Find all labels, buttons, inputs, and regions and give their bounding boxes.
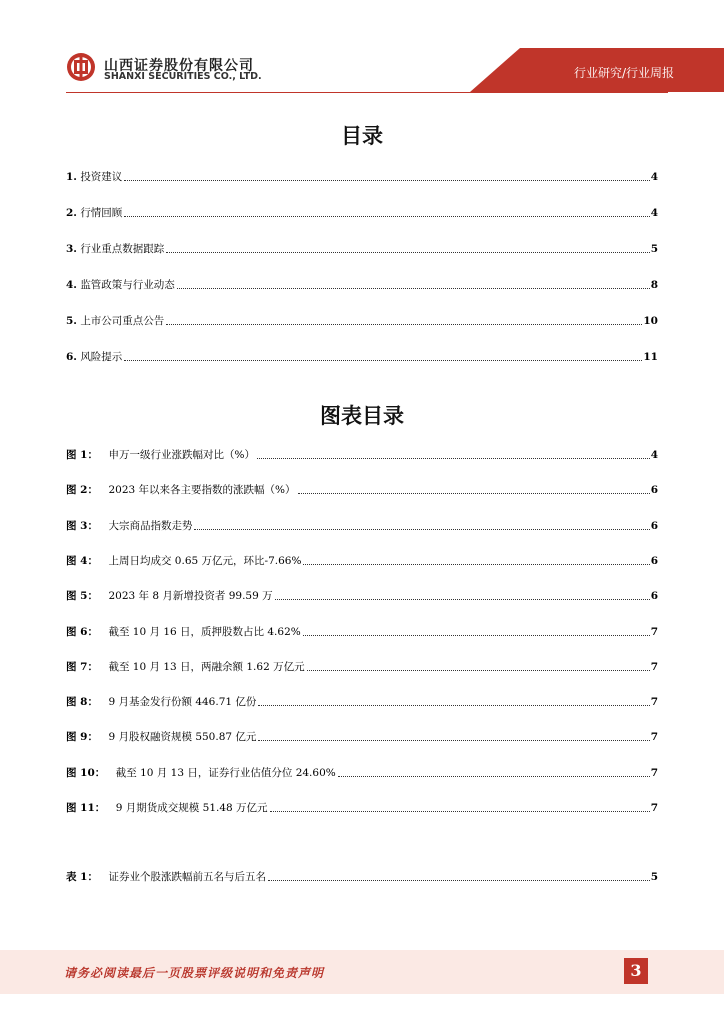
figure-item-text: 9 月期货成交规模 51.48 万亿元 bbox=[115, 802, 268, 814]
toc-item-page: 11 bbox=[643, 351, 658, 363]
toc-item-label bbox=[66, 242, 165, 256]
figure-item-page: 6 bbox=[650, 484, 658, 497]
toc-item-label bbox=[66, 350, 123, 364]
toc-item[interactable] bbox=[66, 168, 658, 184]
figure-item-number: 图 7： bbox=[66, 660, 98, 673]
toc-item[interactable] bbox=[66, 276, 658, 292]
toc-item-label bbox=[66, 170, 123, 184]
figure-item-leader-dots bbox=[307, 670, 650, 671]
figure-item-text: 申万一级行业涨跌幅对比（%） bbox=[108, 449, 255, 461]
figure-item-text: 2023 年以来各主要指数的涨跌幅（%） bbox=[108, 484, 296, 497]
toc-item-text: 行业重点数据跟踪 bbox=[80, 243, 165, 255]
toc-item[interactable] bbox=[66, 240, 658, 256]
toc-title: 目录 bbox=[341, 124, 383, 148]
figure-item-page: 4 bbox=[650, 449, 658, 461]
figure-item-number: 图 6： bbox=[66, 625, 98, 638]
toc-item-text: 风险提示 bbox=[80, 351, 123, 363]
figure-item-page: 7 bbox=[650, 766, 658, 779]
figure-item-number: 图 10： bbox=[66, 766, 106, 779]
figure-item-number: 图 5： bbox=[66, 590, 98, 603]
figure-item-leader-dots bbox=[270, 811, 650, 812]
figure-item-text: 截至 10 月 13 日，证券行业估值分位 24.60% bbox=[115, 766, 336, 779]
figure-item[interactable] bbox=[66, 658, 658, 674]
toc-item-page: 8 bbox=[650, 279, 658, 291]
toc-item-label bbox=[66, 278, 176, 292]
toc-item-label bbox=[66, 206, 123, 220]
figure-item[interactable] bbox=[66, 446, 658, 462]
toc-item-page: 4 bbox=[650, 207, 658, 219]
page-number: 3 bbox=[624, 958, 648, 984]
toc-item[interactable] bbox=[66, 204, 658, 220]
figure-item-page: 7 bbox=[650, 660, 658, 673]
figure-item-leader-dots bbox=[194, 529, 649, 530]
figure-item-leader-dots bbox=[303, 635, 650, 636]
figure-item-page: 6 bbox=[650, 519, 658, 532]
figure-item-page: 7 bbox=[650, 625, 658, 638]
figure-item[interactable] bbox=[66, 552, 658, 568]
figure-item-text: 截至 10 月 16 日，质押股数占比 4.62% bbox=[108, 625, 301, 638]
figure-item-label bbox=[66, 730, 257, 744]
figure-item-page: 7 bbox=[650, 802, 658, 814]
header-divider bbox=[66, 92, 668, 93]
toc-item-text: 上市公司重点公告 bbox=[80, 315, 165, 327]
toc-item-text: 监管政策与行业动态 bbox=[80, 279, 175, 291]
figure-item-number: 图 3： bbox=[66, 519, 98, 532]
toc-item-text: 投资建议 bbox=[80, 171, 123, 183]
figure-item-text: 截至 10 月 13 日，两融余额 1.62 万亿元 bbox=[108, 660, 305, 673]
figure-item-page: 7 bbox=[650, 696, 658, 709]
figure-item-label bbox=[66, 766, 337, 780]
figure-item[interactable] bbox=[66, 517, 658, 533]
toc-item-leader-dots bbox=[177, 288, 650, 289]
figure-item-label bbox=[66, 519, 193, 533]
figure-item-number: 图 9： bbox=[66, 731, 98, 744]
figure-item-page: 7 bbox=[650, 731, 658, 744]
figure-item-text: 上周日均成交 0.65 万亿元，环比-7.66% bbox=[108, 554, 302, 567]
toc-item-page: 4 bbox=[650, 171, 658, 183]
toc-item-leader-dots bbox=[166, 252, 649, 253]
figure-item-number: 图 4： bbox=[66, 554, 98, 567]
page-header bbox=[0, 0, 724, 100]
figure-item-number: 图 11： bbox=[66, 802, 106, 814]
table-item-text: 证券业个股涨跌幅前五名与后五名 bbox=[108, 871, 266, 883]
page-footer bbox=[0, 950, 724, 994]
figure-item-page: 6 bbox=[650, 590, 658, 603]
figure-item[interactable] bbox=[66, 728, 658, 744]
figure-item[interactable] bbox=[66, 764, 658, 780]
toc-item-page: 10 bbox=[643, 315, 658, 327]
figure-item-text: 9 月基金发行份额 446.71 亿份 bbox=[108, 696, 257, 709]
table-item-number: 表 1： bbox=[66, 871, 98, 883]
toc-item[interactable] bbox=[66, 348, 658, 364]
company-name-en: SHANXI SECURITIES CO., LTD. bbox=[104, 71, 262, 82]
figure-item-number: 图 2： bbox=[66, 484, 98, 497]
toc-item-number: 4. bbox=[66, 279, 77, 291]
figure-item-label bbox=[66, 660, 306, 674]
company-logo-icon bbox=[66, 52, 96, 82]
figure-item-number: 图 1： bbox=[66, 449, 98, 461]
figure-item-text: 2023 年 8 月新增投资者 99.59 万 bbox=[108, 590, 273, 603]
figure-item-leader-dots bbox=[338, 776, 650, 777]
toc-item-leader-dots bbox=[124, 180, 649, 181]
toc-item-text: 行情回顾 bbox=[80, 207, 123, 219]
figure-item[interactable] bbox=[66, 481, 658, 497]
figure-item-label bbox=[66, 801, 269, 815]
figures-title: 图表目录 bbox=[320, 404, 404, 428]
figure-item[interactable] bbox=[66, 693, 658, 709]
figure-item-text: 大宗商品指数走势 bbox=[108, 519, 193, 532]
figure-item-label bbox=[66, 554, 302, 568]
table-item-label bbox=[66, 870, 267, 884]
disclaimer-notice: 请务必阅读最后一页股票评级说明和免责声明 bbox=[64, 966, 325, 980]
figure-item-label bbox=[66, 448, 256, 462]
toc-item-number: 3. bbox=[66, 243, 77, 255]
figure-item-label bbox=[66, 483, 297, 497]
figure-item-label bbox=[66, 695, 257, 709]
table-item[interactable] bbox=[66, 868, 658, 884]
report-type-label: 行业研究/行业周报 bbox=[573, 66, 674, 80]
figure-item-number: 图 8： bbox=[66, 696, 98, 709]
figure-item[interactable] bbox=[66, 623, 658, 639]
toc-item-leader-dots bbox=[124, 360, 642, 361]
figure-item-leader-dots bbox=[258, 740, 649, 741]
toc-item-page: 5 bbox=[650, 243, 658, 255]
toc-item-number: 5. bbox=[66, 315, 77, 327]
header-red-band bbox=[0, 0, 724, 100]
figure-item-leader-dots bbox=[275, 599, 650, 600]
table-item-page: 5 bbox=[650, 871, 658, 883]
figure-item-page: 6 bbox=[650, 554, 658, 567]
figure-item[interactable] bbox=[66, 587, 658, 603]
figure-item[interactable] bbox=[66, 799, 658, 815]
figure-item-text: 9 月股权融资规模 550.87 亿元 bbox=[108, 731, 257, 744]
toc-item-label bbox=[66, 314, 165, 328]
figure-item-leader-dots bbox=[298, 493, 650, 494]
toc-item-number: 6. bbox=[66, 351, 77, 363]
figure-item-leader-dots bbox=[257, 458, 650, 459]
toc-item-number: 2. bbox=[66, 207, 77, 219]
company-name-cn: 山西证券股份有限公司 bbox=[104, 58, 254, 74]
toc-item-number: 1. bbox=[66, 171, 77, 183]
figure-item-leader-dots bbox=[258, 705, 649, 706]
toc-item-leader-dots bbox=[124, 216, 649, 217]
figure-item-label bbox=[66, 589, 274, 603]
toc-item[interactable] bbox=[66, 312, 658, 328]
figure-item-label bbox=[66, 625, 302, 639]
figure-item-leader-dots bbox=[303, 564, 649, 565]
toc-item-leader-dots bbox=[166, 324, 642, 325]
table-item-leader-dots bbox=[268, 880, 650, 881]
